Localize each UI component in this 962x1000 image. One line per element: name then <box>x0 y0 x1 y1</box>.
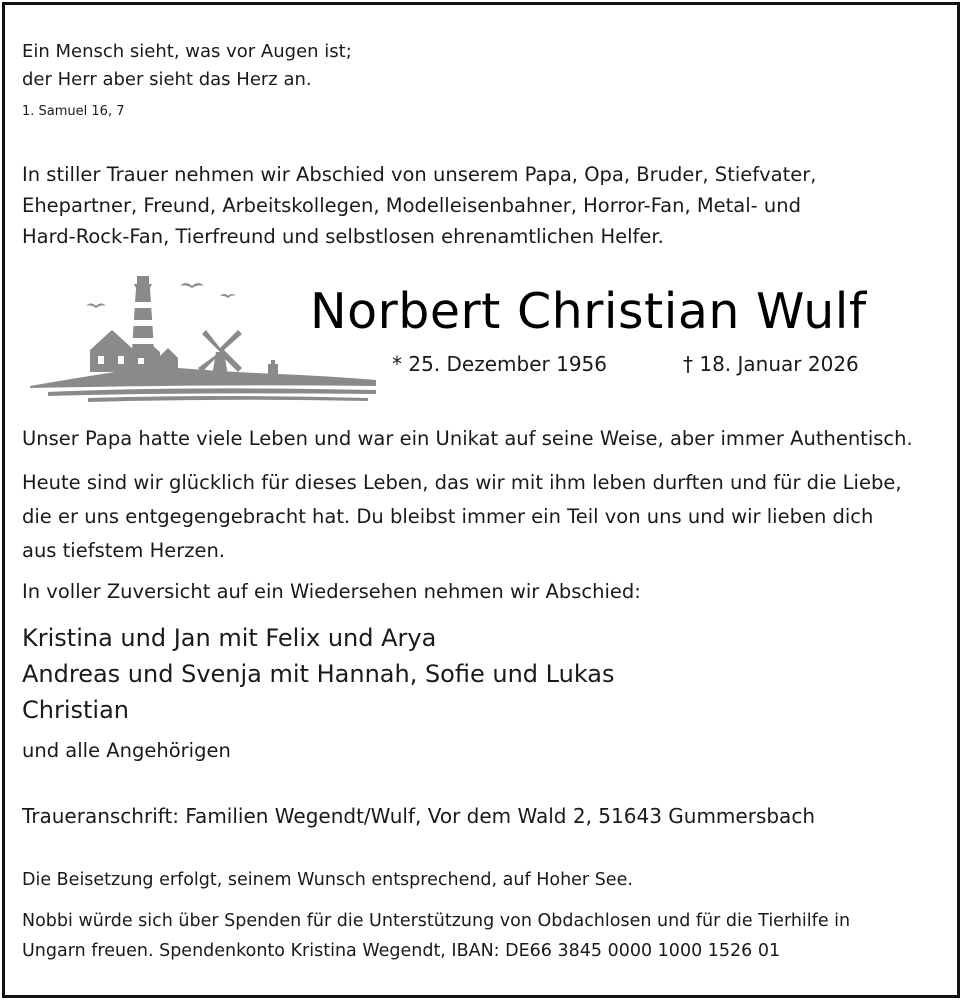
paragraph-farewell: In voller Zuversicht auf ein Wiedersehen nehmen wir Abschied: <box>22 580 641 603</box>
birth-date: * 25. Dezember 1956 <box>392 352 607 376</box>
intro-line-2: Ehepartner, Freund, Arbeitskollegen, Modelleisenbahner, Horror-Fan, Metal- und <box>22 194 802 217</box>
quote-line-1: Ein Mensch sieht, was vor Augen ist; <box>22 41 352 62</box>
intro-line-1: In stiller Trauer nehmen wir Abschied von unserem Papa, Opa, Bruder, Stiefvater, <box>22 163 817 186</box>
burial-note: Die Beisetzung erfolgt, seinem Wunsch entsprechend, auf Hoher See. <box>22 870 633 890</box>
mourners-list <box>22 620 615 728</box>
donation-note <box>22 906 850 966</box>
relatives-line: und alle Angehörigen <box>22 739 231 762</box>
deceased-name: Norbert Christian Wulf <box>310 283 867 340</box>
intro-line-3: Hard-Rock-Fan, Tierfreund und selbstlosen ehrenamtlichen Helfer. <box>22 225 664 248</box>
bible-quote <box>22 38 352 94</box>
intro-paragraph <box>22 159 816 252</box>
quote-reference: 1. Samuel 16, 7 <box>22 104 125 119</box>
donation-line-1: Nobbi würde sich über Spenden für die Unterstützung von Obdachlosen und für die Tierhilfe in <box>22 911 851 931</box>
mourner-line: Kristina und Jan mit Felix und Arya <box>22 624 437 652</box>
death-date: † 18. Januar 2026 <box>683 352 859 376</box>
donation-line-2: Ungarn freuen. Spendenkonto Kristina Wegendt, IBAN: DE66 3845 0000 1000 1526 01 <box>22 941 781 961</box>
gratitude-line-2: die er uns entgegengebracht hat. Du bleibst immer ein Teil von uns und wir lieben dich <box>22 505 874 528</box>
mourner-line: Christian <box>22 696 130 724</box>
gratitude-line-3: aus tiefstem Herzen. <box>22 539 226 562</box>
mourning-address: Traueranschrift: Familien Wegendt/Wulf, Vor dem Wald 2, 51643 Gummersbach <box>22 804 815 828</box>
quote-line-2: der Herr aber sieht das Herz an. <box>22 69 312 90</box>
gratitude-line-1: Heute sind wir glücklich für dieses Leben, das wir mit ihm leben durften und für die Liebe, <box>22 471 902 494</box>
paragraph-gratitude <box>22 466 902 568</box>
mourner-line: Andreas und Svenja mit Hannah, Sofie und Lukas <box>22 660 615 688</box>
paragraph-unikat: Unser Papa hatte viele Leben und war ein Unikat auf seine Weise, aber immer Authentisch. <box>22 427 913 450</box>
